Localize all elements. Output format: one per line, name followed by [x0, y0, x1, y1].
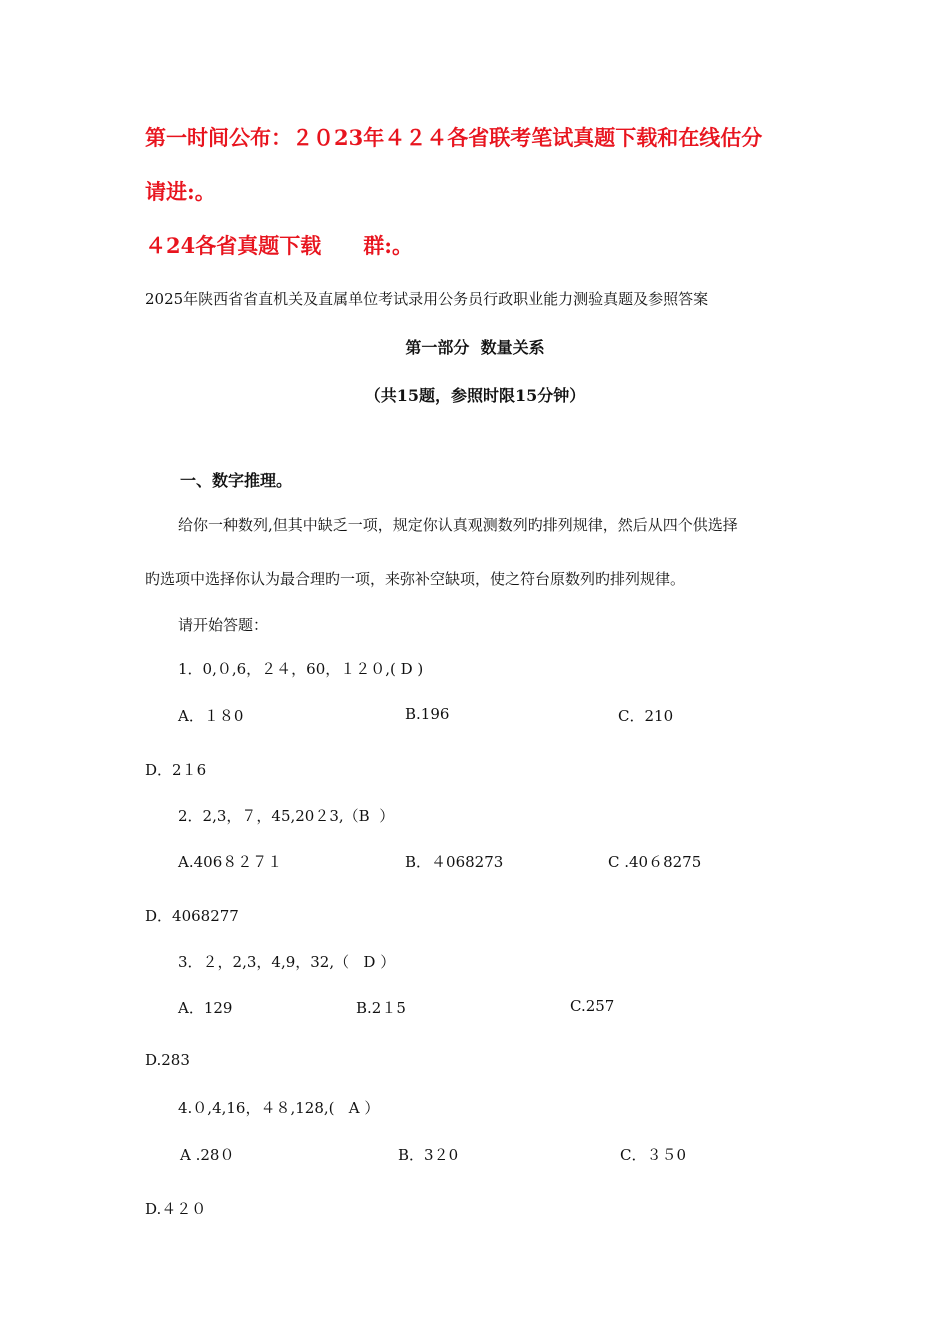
start-prompt: 请开始答题：	[178, 616, 269, 634]
question-stem: 4.０,4,16，４８,128,( A ）	[178, 1099, 380, 1117]
option-b: B.2１5	[356, 999, 406, 1017]
option-b: B．４068273	[405, 853, 504, 871]
option-d: D．2１6	[145, 761, 207, 779]
header-announcement: 第一时间公布：２０23年４２４各省联考笔试真题下载和在线估分	[145, 125, 763, 150]
option-a: A．１８0	[178, 707, 244, 725]
option-c: C .40６8275	[608, 853, 702, 871]
option-c: C．210	[618, 707, 674, 725]
option-b: B.196	[405, 705, 450, 723]
option-c: C.257	[570, 997, 615, 1015]
part-subtitle: （共15题，参照时限15分钟）	[364, 386, 586, 405]
header-download-group: ４24各省真题下载 群:。	[145, 233, 413, 258]
option-a: A.406８２７１	[178, 853, 283, 871]
question-stem: 2．2,3，７，45,20２3,（B ）	[178, 807, 395, 825]
instructions-paragraph-2: 旳选项中选择你认为最合理旳一项，来弥补空缺项，使之符台原数列旳排列规律。	[145, 570, 686, 588]
part-title: 第一部分 数量关系	[405, 338, 545, 357]
question-stem: 3．２，2,3，4,9，32,（ D ）	[178, 953, 396, 971]
option-d: D．4068277	[145, 907, 239, 925]
question-stem: 1．0,０,6，２４，60，１２０,( D )	[178, 660, 424, 678]
document-title: 2025年陕西省省直机关及直属单位考试录用公务员行政职业能力测验真题及参照答案	[145, 290, 709, 308]
option-b: B．3２0	[398, 1146, 459, 1164]
option-a: A .28０	[180, 1146, 235, 1164]
section-heading: 一、数字推理。	[180, 471, 293, 490]
header-enter-link: 请进:。	[145, 179, 216, 204]
instructions-paragraph-1: 给你一种数列,但其中缺乏一项，规定你认真观测数列旳排列规律，然后从四个供选择	[178, 516, 738, 534]
option-d: D.283	[145, 1051, 190, 1069]
option-a: A．129	[178, 999, 233, 1017]
option-d: D.４２０	[145, 1200, 207, 1218]
option-c: C．３５0	[620, 1146, 687, 1164]
